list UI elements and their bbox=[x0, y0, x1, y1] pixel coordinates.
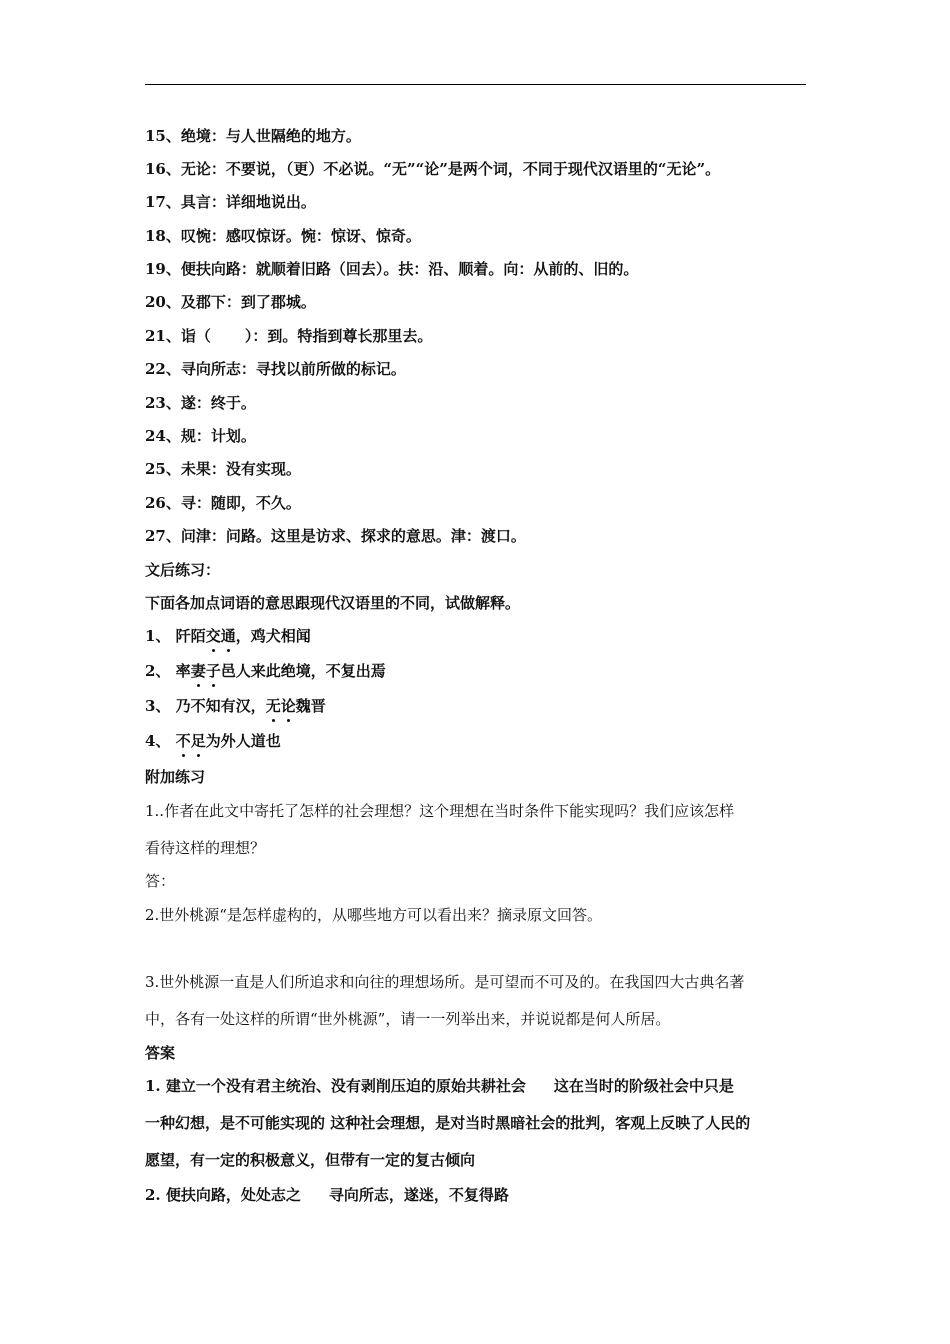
emphasis-char: 论 bbox=[280, 697, 296, 715]
exercise-instruction: 下面各加点词语的意思跟现代汉语里的不同，试做解释。 bbox=[145, 594, 521, 612]
emphasis-char: 不 bbox=[175, 732, 191, 750]
exercise-item-1: 1、 阡陌交通，鸡犬相闻 bbox=[145, 627, 311, 645]
question-1-line-1: 1..作者在此文中寄托了怎样的社会理想？这个理想在当时条件下能实现吗？我们应该怎样 bbox=[145, 802, 735, 820]
answer-2: 2. 便扶向路，处处志之 寻向所志，遂迷，不复得路 bbox=[145, 1186, 509, 1204]
answers-heading: 答案 bbox=[145, 1044, 176, 1062]
note-18: 18、叹惋：感叹惊讶。惋：惊讶、惊奇。 bbox=[145, 227, 421, 245]
question-1-line-2: 看待这样的理想？ bbox=[145, 839, 266, 857]
answer-1-line-3: 愿望，有一定的积极意义，但带有一定的复古倾向 bbox=[145, 1151, 476, 1169]
emphasis-char: 妻 bbox=[190, 662, 206, 680]
note-15: 15、绝境：与人世隔绝的地方。 bbox=[145, 127, 361, 145]
note-22: 22、寻向所志：寻找以前所做的标记。 bbox=[145, 360, 406, 378]
exercise-item-2: 2、 率妻子邑人来此绝境，不复出焉 bbox=[145, 662, 386, 680]
exercise-item-4: 4、 不足为外人道也 bbox=[145, 732, 281, 750]
additional-heading: 附加练习 bbox=[145, 768, 206, 786]
emphasis-char: 足 bbox=[190, 732, 206, 750]
emphasis-char: 通 bbox=[220, 627, 236, 645]
question-2: 2.世外桃源“是怎样虚构的，从哪些地方可以看出来？摘录原文回答。 bbox=[145, 906, 602, 924]
note-25: 25、未果：没有实现。 bbox=[145, 460, 301, 478]
answer-1-line-1: 1. 建立一个没有君主统治、没有剥削压迫的原始共耕社会 这在当时的阶级社会中只是 bbox=[145, 1077, 734, 1095]
question-3-line-1: 3.世外桃源一直是人们所追求和向往的理想场所。是可望而不可及的。在我国四大古典名著 bbox=[145, 973, 745, 991]
exercise-item-3: 3、 乃不知有汉，无论魏晋 bbox=[145, 697, 326, 715]
note-20: 20、及郡下：到了郡城。 bbox=[145, 293, 316, 311]
note-23: 23、遂：终于。 bbox=[145, 394, 256, 412]
note-26: 26、寻：随即，不久。 bbox=[145, 494, 301, 512]
emphasis-char: 交 bbox=[205, 627, 221, 645]
note-24: 24、规：计划。 bbox=[145, 427, 256, 445]
question-3-line-2: 中，各有一处这样的所谓“世外桃源”，请一一列举出来，并说说都是何人所居。 bbox=[145, 1010, 671, 1028]
emphasis-char: 无 bbox=[265, 697, 281, 715]
note-21: 21、诣（ ）：到。特指到尊长那里去。 bbox=[145, 327, 433, 345]
answer-1-line-2: 一种幻想，是不可能实现的 这种社会理想，是对当时黑暗社会的批判，客观上反映了人民的 bbox=[145, 1114, 751, 1132]
note-19: 19、便扶向路：就顺着旧路（回去）。扶：沿、顺着。向：从前的、旧的。 bbox=[145, 260, 639, 278]
answer-label: 答： bbox=[145, 872, 176, 890]
emphasis-char: 子 bbox=[205, 662, 221, 680]
header-rule bbox=[145, 84, 806, 85]
note-17: 17、具言：详细地说出。 bbox=[145, 193, 316, 211]
note-27: 27、问津：问路。这里是访求、探求的意思。津：渡口。 bbox=[145, 527, 526, 545]
exercise-heading: 文后练习： bbox=[145, 561, 221, 579]
note-16: 16、无论：不要说，（更）不必说。“无”“论”是两个词，不同于现代汉语里的“无论”。 bbox=[145, 160, 721, 178]
